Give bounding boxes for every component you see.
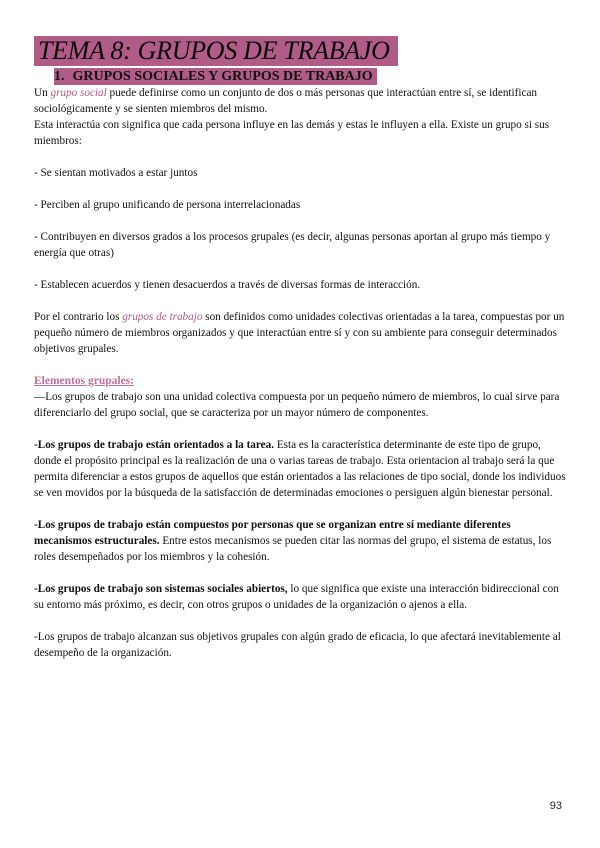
section-label: GRUPOS SOCIALES Y GRUPOS DE TRABAJO xyxy=(72,69,373,84)
work-groups-post: son definidos como unidades colectivas orientadas a la tarea, compuestas por un pequeño número de miembros organizados y que interactúan entre sí y con su ambiente para conseguir determinados objetivos grupales. xyxy=(34,311,565,355)
work-groups-pre: Por el contrario los xyxy=(34,311,123,323)
element-paragraph-4: -Los grupos de trabajo alcanzan sus objetivos grupales con algún grado de eficacia, lo que afectará inevitablemente al desempeño de la organización. xyxy=(34,631,561,659)
page-number: 93 xyxy=(549,800,562,812)
term-grupos-de-trabajo: grupos de trabajo xyxy=(122,311,203,323)
element-3-text: lo que significa que existe una interacción bidireccional con su entorno más próximo, es decir, con otros grupos o unidades de la organización o ajenos a ella. xyxy=(34,583,559,611)
section-number: 1. xyxy=(54,69,65,84)
list-item: - Se sientan motivados a estar juntos xyxy=(34,167,198,179)
intro-paragraph-1 xyxy=(34,85,570,117)
intro-text-pre: Un xyxy=(34,87,51,99)
term-grupo-social: grupo social xyxy=(50,87,107,99)
element-1-bold: -Los grupos de trabajo están orientados a la tarea. xyxy=(34,439,275,451)
intro-text-post: puede definirse como un conjunto de dos o más personas que interactúan entre sí, se identifican sociológicamente y se sienten miembros del mismo. xyxy=(34,87,538,115)
section-heading xyxy=(54,68,377,85)
list-item: - Perciben al grupo unificando de persona interrelacionadas xyxy=(34,199,301,211)
elements-intro: —Los grupos de trabajo son una unidad colectiva compuesta por un pequeño número de miembros, lo cual sirve para diferenciarlo del grupo social, que se caracteriza por un mayor número de componentes. xyxy=(34,391,560,419)
element-3-bold: -Los grupos de trabajo son sistemas sociales abiertos, xyxy=(34,583,288,595)
list-item: - Contribuyen en diversos grados a los procesos grupales (es decir, algunas personas aportan al grupo más tiempo y energía que otras) xyxy=(34,231,551,259)
element-1-text: Esta es la característica determinante de este tipo de grupo, donde el propósito principal es la realización de una o varias tareas de trabajo. Esta orientacion al trabajo será la que permita diferenciar a estos grupos de aquellos que están orientados a las relaciones de tipo social, donde los individuos se ven movidos por la búsqueda de la satisfacción de determinadas emociones o persiguen algún bienestar personal. xyxy=(34,439,566,499)
element-2-bold: -Los grupos de trabajo están compuestos por personas que se organizan entre sí mediante diferentes mecanismos estructurales. xyxy=(34,519,511,547)
element-2-text: Entre estos mecanismos se pueden citar las normas del grupo, el sistema de estatus, los roles desempeñados por los miembros y la cohesión. xyxy=(34,535,552,563)
work-groups-paragraph xyxy=(34,309,570,357)
element-paragraph-3 xyxy=(34,581,570,613)
list-item: - Establecen acuerdos y tienen desacuerdos a través de diversas formas de interacción. xyxy=(34,279,421,291)
element-paragraph-1 xyxy=(34,437,570,501)
page-title: TEMA 8: GRUPOS DE TRABAJO xyxy=(34,36,398,66)
elements-heading: Elementos grupales: xyxy=(34,375,134,387)
element-paragraph-2 xyxy=(34,517,570,565)
document-page xyxy=(34,36,570,661)
intro-paragraph-2: Esta interactúa con significa que cada persona influye en las demás y estas le influyen a ella. Existe un grupo si sus miembros: xyxy=(34,119,550,147)
